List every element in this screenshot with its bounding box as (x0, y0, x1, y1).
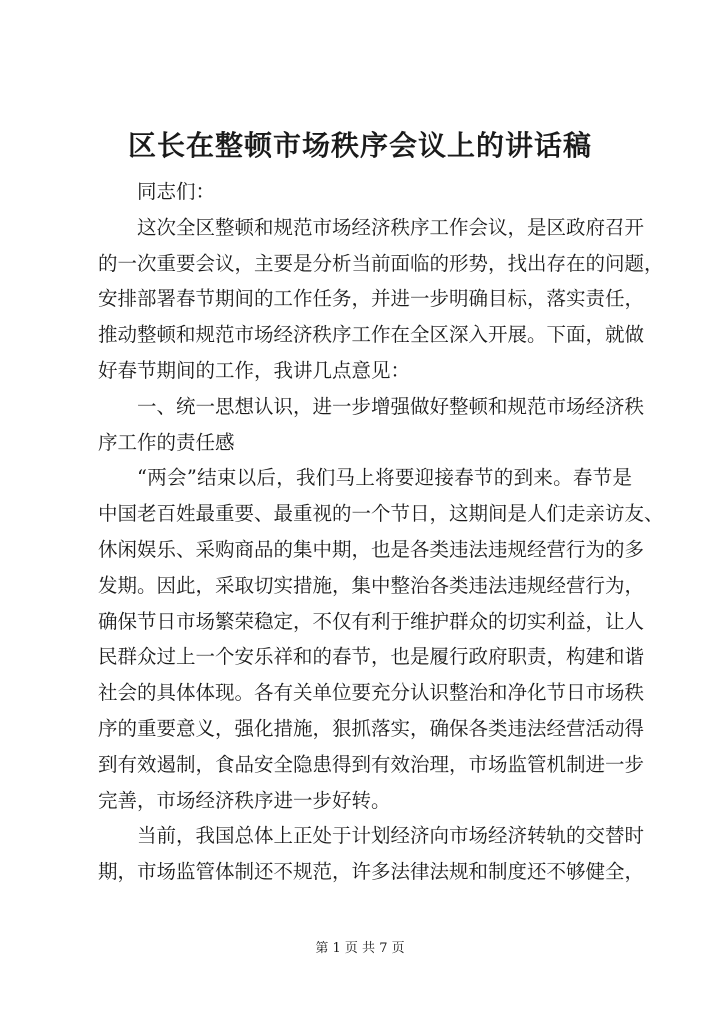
document-body (98, 174, 664, 890)
paragraph-line: 安排部署春节期间的工作任务，并进一步明确目标，落实责任， (98, 287, 645, 311)
section-heading-line: 序工作的责任感 (98, 430, 235, 454)
paragraph-line: 这次全区整顿和规范市场经济秩序工作会议，是区政府召开 (137, 215, 645, 239)
paragraph-line: “两会”结束以后，我们马上将要迎接春节的到来。春节是 (137, 466, 632, 490)
paragraph-line: 到有效遏制，食品安全隐患得到有效治理，市场监管机制进一步 (98, 752, 645, 776)
document-title: 区长在整顿市场秩序会议上的讲话稿 (127, 129, 592, 162)
paragraph-line: 的一次重要会议，主要是分析当前面临的形势，找出存在的问题， (98, 251, 664, 275)
paragraph-line: 民群众过上一个安乐祥和的春节，也是履行政府职责，构建和谐 (98, 645, 645, 669)
paragraph-line: 好春节期间的工作，我讲几点意见： (98, 358, 411, 382)
paragraph-line: 发期。因此，采取切实措施，集中整治各类违法违规经营行为， (98, 573, 645, 597)
paragraph-line: 完善，市场经济秩序进一步好转。 (98, 788, 391, 812)
section-heading-line: 一、统一思想认识，进一步增强做好整顿和规范市场经济秩 (137, 394, 645, 418)
paragraph-line: 当前，我国总体上正处于计划经济向市场经济转轨的交替时 (137, 824, 645, 848)
paragraph-line: 休闲娱乐、采购商品的集中期，也是各类违法违规经营行为的多 (98, 537, 645, 561)
salutation-line: 同志们： (137, 180, 216, 203)
paragraph-line: 期，市场监管体制还不规范，许多法律法规和制度还不够健全， (98, 860, 645, 884)
paragraph-line: 序的重要意义，强化措施，狠抓落实，确保各类违法经营活动得 (98, 716, 645, 740)
paragraph-line: 推动整顿和规范市场经济秩序工作在全区深入开展。下面，就做 (98, 323, 645, 347)
page-footer: 第 1 页 共 7 页 (315, 941, 405, 956)
paragraph-line: 社会的具体体现。各有关单位要充分认识整治和净化节日市场秩 (98, 681, 645, 705)
paragraph-line: 确保节日市场繁荣稳定，不仅有利于维护群众的切实利益，让人 (98, 609, 645, 633)
paragraph-line: 中国老百姓最重要、最重视的一个节日，这期间是人们走亲访友、 (98, 502, 664, 526)
